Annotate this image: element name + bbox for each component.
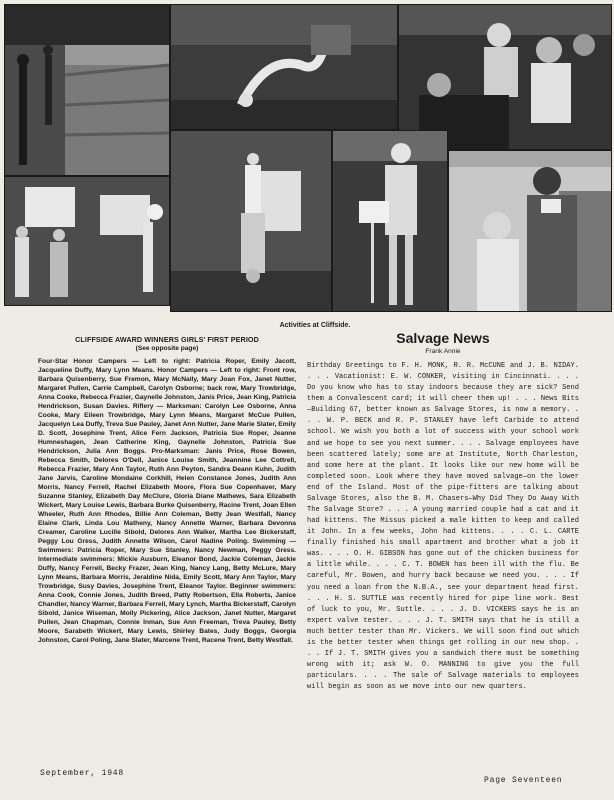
award-winners-title: CLIFFSIDE AWARD WINNERS GIRLS' FIRST PERIOD (75, 335, 259, 344)
award-winners-subtitle: (See opposite page) (135, 345, 199, 352)
page-number: Page Seventeen (484, 776, 563, 785)
archery-photo (4, 176, 170, 306)
photo-caption: Activities at Cliffside. (279, 322, 351, 329)
salvage-news-title: Salvage News (396, 330, 490, 346)
award-winners-article (38, 335, 296, 646)
issue-date: September, 1948 (40, 769, 125, 778)
salvage-news-body: Birthday Greetings to F. H. MONK, R. R. McCUNE and J. B. NIDAY. . . . Vacationist: E. W. CONKER, visiting in Cincinnati. . . . Do you know who has to stay indoors because they are sick? Send them a Convalescent card; it will cheer them up! . . . News Bits—Building 67, better known as Salvage Stores, is now a memory. . . . W. P. BECK and R. P. STANLEY have left Carbide to attend school. We wish you both a lot of success with your school work and we hope to see you next summer. . . . Salvage employees have been scattered lately; some are at Institute, North Charleston, and some here at the plant. It looks like our new home will be completed soon. Look where they have moved salvage—on the lower end of the Island. Most of the pipe-fitters are talking about Salvage Stores, also the B. M. Chasers—Why Did They Do Away With The Salvage Store? . . . A young married couple had a cat and it had kittens. The Missus picked a male kitten to keep and called it John. In a few weeks, John had kittens. . . . C. L. CARTE finally finished his small apartment and brother what a job it was. . . . O. H. GIBSON has gone out of the chicken business for a little while. . . . C. T. BOWEN has been ill with the flu. Be careful, Mr. Bowen, and hurry back because we need you. . . . If you need a loan from the N.B.A., see your department head first. . . . H. S. SUTTLE was recently hired for pipe line work. Best of luck to you, Mr. Suttle. . . . J. D. VICKERS says he is an expert valve tester. . . . J. T. SMITH says that he is still a much better tester than Mr. Vickers. We will soon find out which is the better tester when things get rolling in our new shop. . . . If J. T. SMITH gives you a sandwich there must be something wrong with it; ask W. O. MANNING to give you the full particulars. . . . The sale of Salvage materials to employees will begin as soon as we move into our new quarters. (307, 362, 579, 692)
pool-photo (4, 4, 170, 176)
award-winners-body: Four-Star Honor Campers — Left to right: Patricia Roper, Emily Jacott, Jacqueline Duffy, Mary Lynn Means. Honor Campers — Left to right: Front row, Barbara Quisenberry, Sue Fremon, Mary McNally, Mary Joan Fox, Janet Nutter, Margaret Pullen, Carrie Campbell, Carolyn Osborne; back row, Mary Trowbridge, Anna Cooke, Rebecca Frazier, Gaynelle Johnston, Janis Price, Jean King, Patricia Hendrickson, Susan Davies. Riflery — Marksman: Carolyn Lee Osborne, Anna Cooke, Mary Eileen Trowbridge, Mary Lynn Means, Margaret McCue Pullen, Jacquelyn Lea Duffy, Treva Sue Pauley, Janet Ann Nutter, Jane Marie Slater, Emily D. Scott, Josephine Trent, Alice Fern Jackson, Patricia Sue Roper, Jeanne Humneshagen, Jean Catherine King, Gaynelle Johnston, Patricia Sue Hendrickson, Julia Ann Boggs. Pro-Marksman: Janis Price, Rose Bowen, Rebecca Smith, Delores O'Dell, Janice Louise Smith, Jeannine Lee Cottrell, Rebecca Frazier, Mary Ann Taylor, Ruth Ann Peyton, Sandra Deann Kuhn, Judith Jane Jarvis, Caroline Mondaine Corkhill, Helen Constance Jones, Judith Ann Morris, Nancy Ferrell, Rachel Elizabeth Moore, Flora Sue Copenhaver, Mary Suzanne Stanley, Elizabeth Day McClure, Gloria Diane Mathews, Sara Elizabeth Wickert, Mary Louise Lewis, Barbara Burke Quisenberry, Racine Trent, Joan Ellen Wheeler, Ruth Ann Rhodes, Billie Ann Coleman, Betty Jean Westfall, Nancy Elaine Clark, Linda Lou Matheny, Nancy Annette Warner, Barbara Devonna Creamer, Caroline Lucille Sibold, Delores Ann Walker, Martha Lee Bickerstaff, Peggy Lou Gress, Judith Annette Wilson, Carol Nadine Poling. Swimming — Swimmers: Patricia Roper, Mary Sue Stanley, Nancy Newman, Peggy Gress. Intermediate swimmers: Mickie Ausburn, Eleanor Bond, Jackie Coleman, Jackie Duffy, Nancy Ferrell, Becky Frazer, Jean King, Nancy Lang, Betty McLure, Mary Lynn Means, Barbara Morris, Jeraldine Nida, Emily Scott, Mary Ann Taylor, Mary Trowbridge, Susy Davies, Josephine Trent, Eleanor Taylor. Beginner swimmers: Anna Cook, Connie Jones, Judith Breed, Patty Robertson, Ella Roberts, Janice Chandler, Nancy Warner, Barbara Ferrell, Mary Lynch, Martha Bickerstaff, Carolyn Sibold, Janice Wiseman, Molly Pickering, Alice Jackson, Janet Nutter, Margaret Pullen, Jean Chapman, Connie Inman, Sue Ann Freeman, Treva Pauley, Betty Moore, Sarabeth Wickert, Mary Lewis, Shirley Bates, Judy Boggs, Georgia Johnston, Carol Poling, Jane Slater, Marcene Trent, Racene Trent, Betty Westfall. (38, 358, 296, 645)
crafts-photo (398, 4, 612, 150)
music-photo (332, 130, 448, 312)
salvage-news-byline: Frank Annie (425, 348, 461, 355)
stacking-photo (170, 130, 332, 312)
gymnastics-photo (170, 4, 398, 130)
salvage-news-article (307, 330, 579, 693)
nurse-photo (448, 150, 612, 312)
